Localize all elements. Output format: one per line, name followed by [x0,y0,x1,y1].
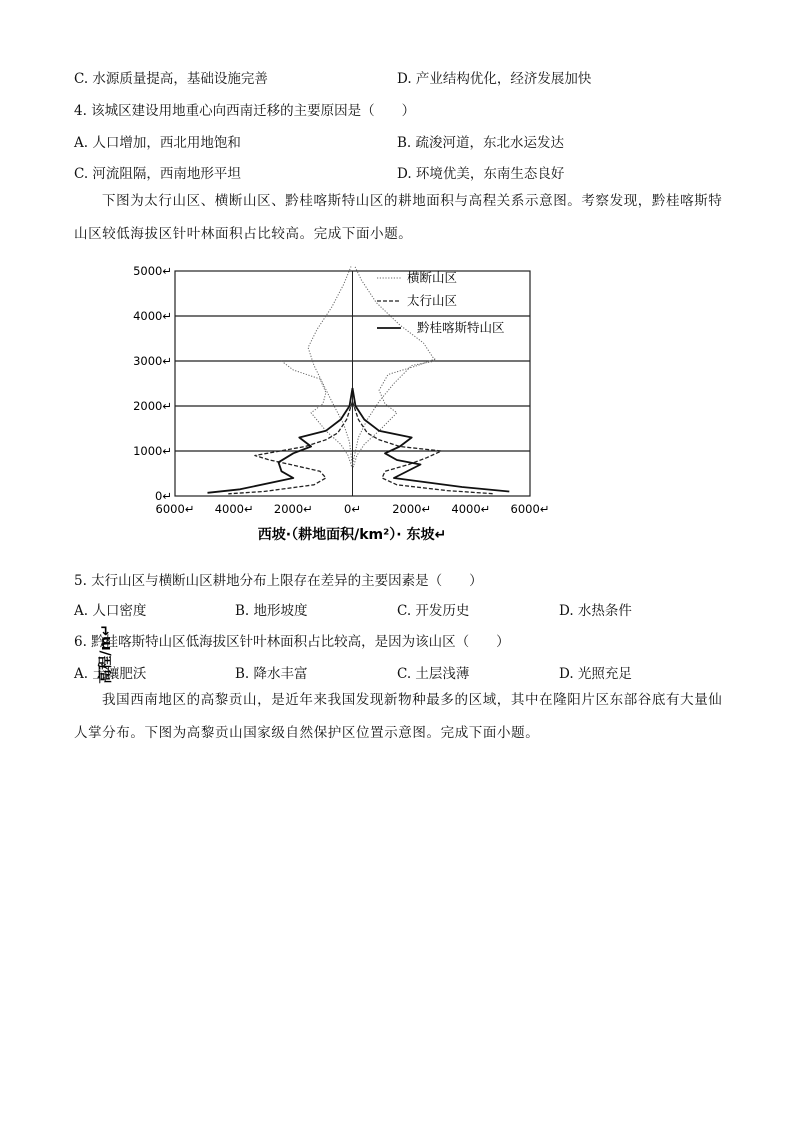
x-tick-label: 4000↵ [214,502,254,516]
chart-x-axis-label: 西坡·（耕地面积/km²）· 东坡↵ [257,527,447,543]
chart-series [208,267,510,494]
series-line-west [208,388,353,493]
option-3d: D. 产业结构优化，经济发展加快 [397,71,592,87]
series-line-west [282,267,353,467]
chart-ticks [133,264,549,516]
intro-paragraph-1: 下图为太行山区、横断山区、黔桂喀斯特山区的耕地面积与高程关系示意图。考察发现，黔桂喀斯特山区较低海拔区针叶林面积占比较高。完成下面小题。 [74,193,723,242]
y-tick-label: 0↵ [155,489,172,503]
option-6c: C. 土层浅薄 [397,666,470,682]
chart-legend [377,270,505,335]
x-tick-label: 6000↵ [510,502,550,516]
chart-y-axis-label: 高程/m↵ [98,624,114,684]
x-tick-label: 2000↵ [392,502,432,516]
option-4a: A. 人口增加，西北用地饱和 [74,135,241,151]
legend-label: 横断山区 [407,270,458,285]
legend-label: 太行山区 [407,293,458,308]
question-6-stem: 6. 黔桂喀斯特山区低海拔区针叶林面积占比较高，是因为该山区（ ） [74,634,510,650]
option-6d: D. 光照充足 [559,666,632,682]
option-5b: B. 地形坡度 [235,603,308,619]
y-tick-label: 5000↵ [133,264,172,278]
x-tick-label: 6000↵ [155,502,195,516]
y-tick-label: 1000↵ [133,444,172,458]
option-6b: B. 降水丰富 [235,666,308,682]
option-5c: C. 开发历史 [397,603,470,619]
option-6a: A. 土壤肥沃 [74,666,147,682]
legend-label: 黔桂喀斯特山区 [417,320,505,335]
option-4c: C. 河流阻隔，西南地形平坦 [74,166,241,182]
x-tick-label: 2000↵ [273,502,313,516]
question-4-stem: 4. 该城区建设用地重心向西南迁移的主要原因是（ ） [74,103,416,119]
intro-paragraph-2: 我国西南地区的高黎贡山，是近年来我国发现新物种最多的区域，其中在隆阳片区东部谷底有大量仙人掌分布。下图为高黎贡山国家级自然保护区位置示意图。完成下面小题。 [74,692,723,741]
series-line-east [353,388,510,492]
x-tick-label: 0↵ [344,502,361,516]
option-4b: B. 疏浚河道，东北水运发达 [397,135,565,151]
option-4d: D. 环境优美，东南生态良好 [397,166,565,182]
y-tick-label: 3000↵ [133,354,172,368]
y-tick-label: 2000↵ [133,399,172,413]
y-tick-label: 4000↵ [133,309,172,323]
option-3c: C. 水源质量提高，基础设施完善 [74,71,268,87]
series-line-west [228,402,352,494]
series-line-east [353,402,495,494]
question-5-stem: 5. 太行山区与横断山区耕地分布上限存在差异的主要因素是（ ） [74,573,483,589]
option-5d: D. 水热条件 [559,603,632,619]
x-tick-label: 4000↵ [451,502,491,516]
option-5a: A. 人口密度 [74,603,147,619]
